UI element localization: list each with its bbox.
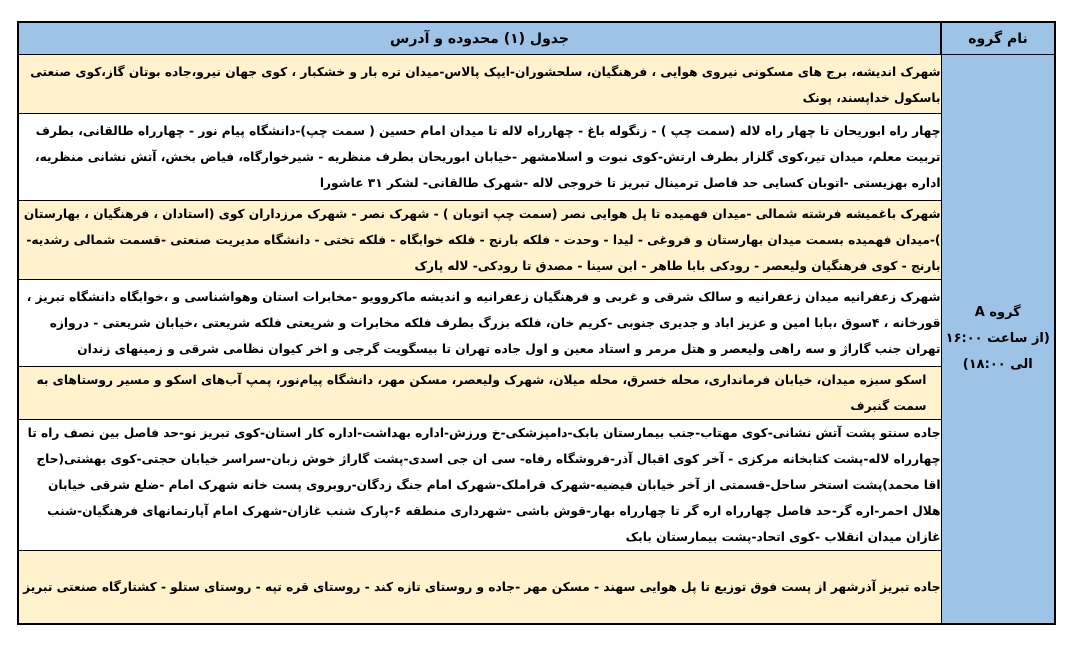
table-row bbox=[18, 420, 1055, 551]
group-time-from: (از ساعت ۱۶:۰۰ bbox=[945, 331, 1050, 346]
table-row bbox=[18, 367, 1055, 420]
address-cell: اسکو سبزه میدان، خیابان فرمانداری، محله خسرق، محله میلان، شهرک ولیعصر، مسکن مهر، دانشگاه پیام‌نور، پمپ آب‌های اسکو و مسیر روستاهای به سمت گنبرف bbox=[18, 367, 941, 420]
group-name-header: نام گروه bbox=[941, 22, 1055, 55]
table-row bbox=[18, 280, 1055, 367]
table-row bbox=[18, 201, 1055, 280]
zones-table bbox=[17, 21, 1056, 625]
table-row bbox=[18, 114, 1055, 201]
table-row bbox=[18, 55, 1055, 114]
group-cell bbox=[941, 55, 1055, 625]
address-cell: چهار راه ابوریحان تا چهار راه لاله (سمت چپ ) - زنگوله باغ - چهارراه لاله تا میدان امام حسین ( سمت چپ)-دانشگاه پیام نور - چهارراه طالقانی، بطرف تربیت معلم، میدان تیر،کوی گلزار بطرف ارتش-کوی نبوت و اسلامشهر -خیابان ابوریحان بطرف منظریه - شیرخوارگاه، فیاض بخش، آتش نشانی منظریه، اداره بهزیستی -اتوبان کسایی حد فاصل ترمینال تبریز تا خروجی لاله -شهرک طالقانی- لشکر ۳۱ عاشورا bbox=[18, 114, 941, 201]
address-cell: شهرک باغمیشه فرشته شمالی -میدان فهمیده تا پل هوایی نصر (سمت چپ اتوبان ) - شهرک نصر - شهرک مرزداران کوی (استادان ، فرهنگیان ، بهارستان )-میدان فهمیده بسمت میدان بهارستان و فروغی - لیدا - وحدت - فلکه بارنج - فلکه خوابگاه - فلکه تختی - دانشگاه مدیریت صنعتی -قسمت شمالی رشدیه-بارنج - کوی فرهنگیان ولیعصر - رودکی بابا طاهر - ابن سینا - مصدق تا رودکی- لاله پارک bbox=[18, 201, 941, 280]
table-header-row bbox=[18, 22, 1055, 55]
group-time-to: الی ۱۸:۰۰) bbox=[962, 357, 1033, 372]
address-cell: جاده تبریز آذرشهر از پست فوق توزیع تا پل هوایی سهند - مسکن مهر -جاده و روستای تازه کند - روستای قره تپه - روستای ستلو - کشتارگاه صنعتی تبریز bbox=[18, 551, 941, 625]
address-cell: شهرک زعفرانیه میدان زعفرانیه و سالک شرقی و غربی و فرهنگیان زعفرانیه و اندیشه ماکروویو -مخابرات استان وهواشناسی و ،خوابگاه دانشگاه تبریز ، قورخانه ، ۴سوق ،بابا امین و عزیز اباد و جدیری جنوبی -کریم خان، فلکه بزرگ بطرف فلکه مخابرات و شریعتی فلکه شریعتی ،خیابان شریعتی - دروازه تهران جنب گاراژ و سه راهی ولیعصر و هتل مرمر و استاد معین و اول جاده تهران تا بیسگویت گرجی و اخر کیوان نظامی شرقی و زمینهای زندان bbox=[18, 280, 941, 367]
address-cell: شهرک اندیشه، برج های مسکونی نیروی هوایی ، فرهنگیان، سلحشوران-ایپک پالاس-میدان تره بار و خشکبار ، کوی جهان نیرو،جاده بوتان گاز،کوی صنعتی باسکول خداپسند، پونک bbox=[18, 55, 941, 114]
table-row bbox=[18, 551, 1055, 625]
address-cell: جاده سنتو پشت آتش نشانی-کوی مهتاب-جنب بیمارستان بابک-دامپزشکی-خ ورزش-اداره بهداشت-اداره کار استان-کوی تبریز نو-حد فاصل بین نصف راه تا چهارراه لاله-پشت کتابخانه مرکزی - آخر کوی اقبال آذر-فروشگاه رفاه- سی ان جی اسدی-پشت گاراژ خوش زبان-سراسر خیابان حجتی-کوی بهشتی(حاج اقا محمد)پشت استخر ساحل-قسمتی از آخر خیابان فیضیه-شهرک قراملک-شهرک امام جنگ زدگان-روبروی پست خانه شهرک امام -ضلع شرقی خیابان هلال احمر-اره گر-حد فاصل چهارراه اره گر تا چهارراه بهار-قوش باشی -شهرداری منطقه ۶-پارک شنب غازان-شهرک امام آپارتمانهای فرهنگیان-شنب غازان میدان انقلاب -کوی اتحاد-پشت بیمارستان بابک bbox=[18, 420, 941, 551]
address-header: جدول (۱) محدوده و آدرس bbox=[18, 22, 941, 55]
group-name: گروه A bbox=[974, 305, 1021, 320]
